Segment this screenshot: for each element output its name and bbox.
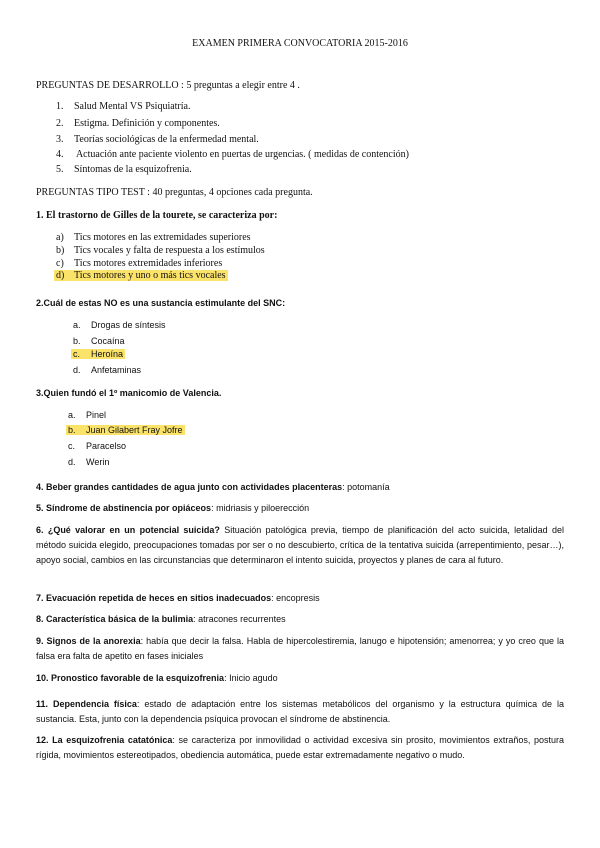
option-2a: a. Drogas de síntesis (73, 320, 166, 330)
option-3b-correct: b. Juan Gilabert Fray Jofre (68, 425, 183, 435)
development-heading: PREGUNTAS DE DESARROLLO : 5 preguntas a elegir entre 4 . (36, 80, 300, 91)
question-6: 6. ¿Qué valorar en un potencial suicida? Situación patológica previa, tiempo de planificación del acto suicida, letalidad del método suicida elegido, preocupaciones tomadas por ser o no descubierto, crítica de la tentativa suicida (arrepentimiento, pesar…), apoyo social, cambios en las circunstancias que determinaron el intento suicida, proyectos y planes de cara al futuro. (36, 525, 565, 565)
option-2d: d. Anfetaminas (73, 365, 142, 375)
question-1: 1. El trastorno de Gilles de la tourete, se caracteriza por: (36, 210, 278, 221)
option-1d-correct: d) Tics motores y uno o más tics vocales (56, 270, 226, 281)
list-item: 3. Teorías sociológicas de la enfermedad mental. (56, 134, 259, 145)
list-item: 4. Actuación ante paciente violento en puertas de urgencias. ( medidas de contención) (56, 149, 409, 160)
option-3a: a. Pinel (68, 410, 107, 420)
question-5: 5. Síndrome de abstinencia por opiáceos: midriasis y piloerección (36, 503, 310, 513)
question-9: 9. Signos de la anorexia: había que decir la falsa. Habla de hipercolestiremia, lanugo e hipotensión; amenorrea; y yo creo que la falsa era falta de apetito en fases iniciales (36, 636, 564, 661)
option-3c: c. Paracelso (68, 441, 127, 451)
question-7: 7. Evacuación repetida de heces en sitios inadecuados: encopresis (36, 593, 320, 603)
question-4: 4. Beber grandes cantidades de agua junto con actividades placenteras: potomanía (36, 482, 390, 492)
option-2b: b. Cocaína (73, 336, 125, 346)
option-3d: d. Werin (68, 457, 110, 467)
question-10: 10. Pronostico favorable de la esquizofrenia: Inicio agudo (36, 673, 278, 683)
question-2: 2.Cuál de estas NO es una sustancia estimulante del SNC: (36, 298, 286, 308)
question-8: 8. Característica básica de la bulimia: atracones recurrentes (36, 614, 286, 624)
question-12: 12. La esquizofrenia catatónica: se caracteriza por inmovilidad o actividad excesiva sin prosito, movimientos extraños, postura rígida, movimientos estereotipados, obediencia automática, puede estar extremadamente negativo o mudo. (36, 735, 565, 760)
list-item: 5. Síntomas de la esquizofrenia. (56, 164, 192, 175)
option-1b: b) Tics vocales y falta de respuesta a los estímulos (56, 245, 265, 256)
test-heading: PREGUNTAS TIPO TEST : 40 preguntas, 4 opciones cada pregunta. (36, 187, 313, 198)
page-title: EXAMEN PRIMERA CONVOCATORIA 2015-2016 (192, 38, 408, 49)
list-item: 2. Estigma. Definición y componentes. (56, 118, 220, 129)
question-3: 3.Quien fundó el 1º manicomio de Valencia. (36, 388, 222, 398)
option-1a: a) Tics motores en las extremidades superiores (56, 232, 251, 243)
option-2c-correct: c. Heroína (73, 349, 124, 359)
list-item: 1. Salud Mental VS Psiquiatría. (56, 101, 191, 112)
question-11: 11. Dependencia física: estado de adaptación entre los sistemas metabólicos del organismo y la estructura química de la sustancia. Esta, junto con la dependencia psíquica provocan el síndrome de abstinencia. (36, 699, 564, 724)
option-1c: c) Tics motores extremidades inferiores (56, 258, 223, 269)
